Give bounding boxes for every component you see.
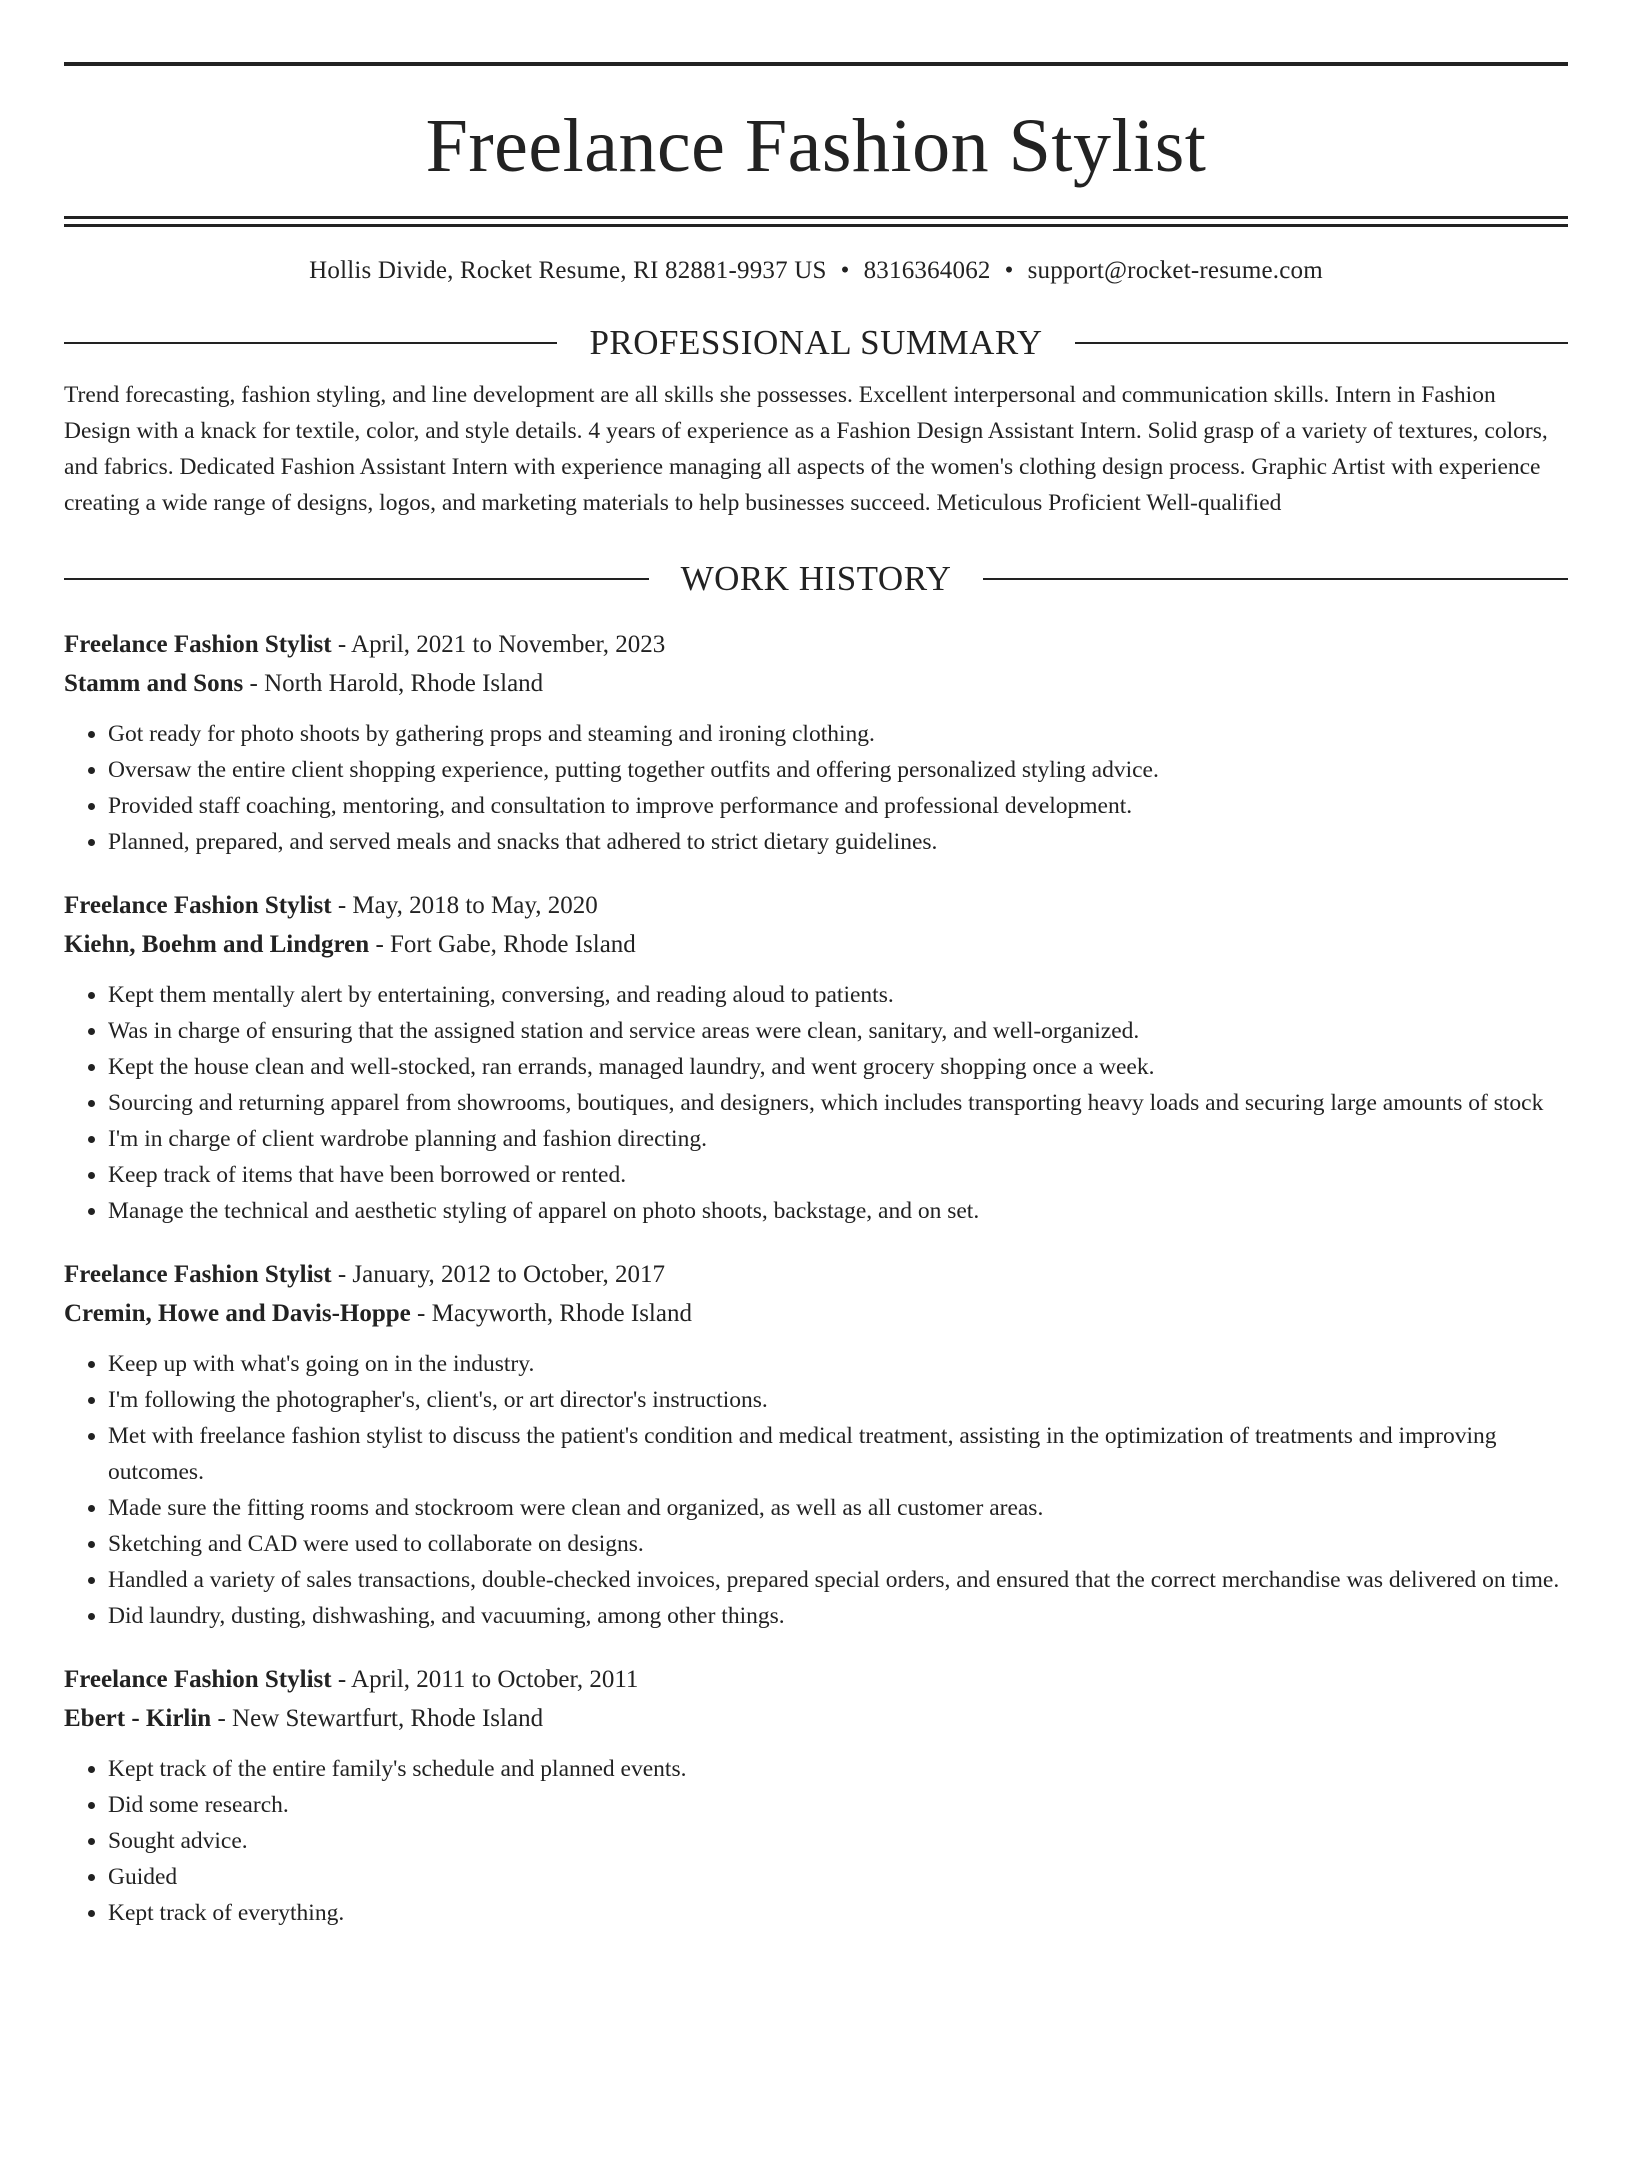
- job-dash: -: [331, 892, 353, 919]
- job-bullet: • Provided staff coaching, mentoring, and consultation to improve performance and professional development.: [108, 788, 1568, 824]
- job-company: Cremin, Howe and Davis-Hoppe: [64, 1300, 411, 1327]
- job-bullet: • Sketching and CAD were used to collaborate on designs.: [108, 1526, 1568, 1562]
- job-company-line: [64, 925, 1568, 964]
- job-location: Fort Gabe, Rhode Island: [390, 931, 636, 958]
- contact-email: support@rocket-resume.com: [1027, 257, 1323, 284]
- job-bullet: • Did laundry, dusting, dishwashing, and vacuuming, among other things.: [108, 1598, 1568, 1634]
- job-location: North Harold, Rhode Island: [264, 670, 544, 697]
- job-bullet: • Made sure the fitting rooms and stockroom were clean and organized, as well as all customer areas.: [108, 1490, 1568, 1526]
- job-role: Freelance Fashion Stylist: [64, 631, 332, 658]
- job-role-line: [64, 625, 1568, 664]
- job-bullet: • Planned, prepared, and served meals and snacks that adhered to strict dietary guidelines.: [108, 824, 1568, 860]
- job-bullet: • Kept the house clean and well-stocked, ran errands, managed laundry, and went grocery shopping once a week.: [108, 1049, 1568, 1085]
- job-bullet-list: [64, 716, 1568, 860]
- job-entry: [64, 1660, 1568, 1931]
- contact-line: [64, 257, 1568, 285]
- job-bullet: • Manage the technical and aesthetic styling of apparel on photo shoots, backstage, and on set.: [108, 1193, 1568, 1229]
- contact-address: Hollis Divide, Rocket Resume, RI 82881-9937 US: [309, 257, 827, 284]
- job-role-line: [64, 1255, 1568, 1294]
- job-company: Ebert - Kirlin: [64, 1705, 212, 1732]
- job-bullet: • Kept track of everything.: [108, 1895, 1568, 1931]
- job-bullet: • Met with freelance fashion stylist to discuss the patient's condition and medical treatment, assisting in the optimization of treatments and improving outcomes.: [108, 1418, 1568, 1490]
- job-entry: [64, 1255, 1568, 1634]
- contact-phone: 8316364062: [863, 257, 991, 284]
- job-bullet: • I'm in charge of client wardrobe planning and fashion directing.: [108, 1121, 1568, 1157]
- job-bullet: • Oversaw the entire client shopping experience, putting together outfits and offering personalized styling advice.: [108, 752, 1568, 788]
- summary-text: Trend forecasting, fashion styling, and line development are all skills she possesses. Excellent interpersonal and communication skills. Intern in Fashion Design with a knack for textile, color, and style details. 4 years of experience as a Fashion Design Assistant Intern. Solid grasp of a variety of textures, colors, and fabrics. Dedicated Fashion Assistant Intern with experience managing all aspects of the women's clothing design process. Graphic Artist with experience creating a wide range of designs, logos, and marketing materials to help businesses succeed. Meticulous Proficient Well-qualified: [64, 382, 1548, 516]
- job-role-line: [64, 1660, 1568, 1699]
- heading-rule-right: [983, 578, 1568, 580]
- job-role-line: [64, 886, 1568, 925]
- top-rule: [64, 62, 1568, 66]
- work-history-heading: [64, 559, 1568, 599]
- job-dates: April, 2011 to October, 2011: [351, 1666, 639, 1693]
- job-bullet: • Keep track of items that have been borrowed or rented.: [108, 1157, 1568, 1193]
- resume-title: Freelance Fashion Stylist: [425, 104, 1207, 188]
- job-dash: -: [243, 670, 265, 697]
- job-dates: January, 2012 to October, 2017: [352, 1261, 665, 1288]
- heading-rule-left: [64, 578, 649, 580]
- job-bullet-list: [64, 977, 1568, 1229]
- job-company: Kiehn, Boehm and Lindgren: [64, 931, 370, 958]
- work-history-heading-label: WORK HISTORY: [680, 559, 952, 598]
- title-double-rule: [64, 216, 1568, 227]
- job-list: [64, 625, 1568, 1931]
- job-dates: May, 2018 to May, 2020: [352, 892, 598, 919]
- job-bullet: • Kept track of the entire family's schedule and planned events.: [108, 1751, 1568, 1787]
- job-entry: [64, 886, 1568, 1229]
- job-dash: -: [331, 1666, 352, 1693]
- job-role: Freelance Fashion Stylist: [64, 1666, 332, 1693]
- resume-page: [0, 62, 1632, 2174]
- contact-separator: •: [1004, 257, 1014, 284]
- job-role: Freelance Fashion Stylist: [64, 892, 332, 919]
- job-company: Stamm and Sons: [64, 670, 244, 697]
- job-location: New Stewartfurt, Rhode Island: [232, 1705, 544, 1732]
- job-bullet: • Sourcing and returning apparel from showrooms, boutiques, and designers, which includes transporting heavy loads and securing large amounts of stock: [108, 1085, 1568, 1121]
- contact-separator: •: [840, 257, 850, 284]
- job-dash: -: [211, 1705, 233, 1732]
- summary-heading-label: PROFESSIONAL SUMMARY: [589, 323, 1043, 362]
- job-bullet: • Handled a variety of sales transactions, double-checked invoices, prepared special orders, and ensured that the correct merchandise was delivered on time.: [108, 1562, 1568, 1598]
- job-company-line: [64, 1699, 1568, 1738]
- heading-rule-right: [1075, 342, 1568, 344]
- job-bullet: • Guided: [108, 1859, 1568, 1895]
- summary-heading: [64, 323, 1568, 363]
- job-company-line: [64, 664, 1568, 703]
- job-entry: [64, 625, 1568, 860]
- job-bullet-list: [64, 1751, 1568, 1931]
- job-company-line: [64, 1294, 1568, 1333]
- job-dash: -: [331, 631, 352, 658]
- job-location: Macyworth, Rhode Island: [431, 1300, 692, 1327]
- job-bullet: • I'm following the photographer's, client's, or art director's instructions.: [108, 1382, 1568, 1418]
- job-dash: -: [410, 1300, 432, 1327]
- job-bullet: • Was in charge of ensuring that the assigned station and service areas were clean, sanitary, and well-organized.: [108, 1013, 1568, 1049]
- job-bullet: • Got ready for photo shoots by gathering props and steaming and ironing clothing.: [108, 716, 1568, 752]
- job-role: Freelance Fashion Stylist: [64, 1261, 332, 1288]
- job-bullet-list: [64, 1346, 1568, 1634]
- job-dash: -: [331, 1261, 353, 1288]
- job-bullet: • Keep up with what's going on in the industry.: [108, 1346, 1568, 1382]
- job-bullet: • Did some research.: [108, 1787, 1568, 1823]
- job-dash: -: [369, 931, 391, 958]
- heading-rule-left: [64, 342, 557, 344]
- job-bullet: • Kept them mentally alert by entertaining, conversing, and reading aloud to patients.: [108, 977, 1568, 1013]
- job-dates: April, 2021 to November, 2023: [351, 631, 666, 658]
- job-bullet: • Sought advice.: [108, 1823, 1568, 1859]
